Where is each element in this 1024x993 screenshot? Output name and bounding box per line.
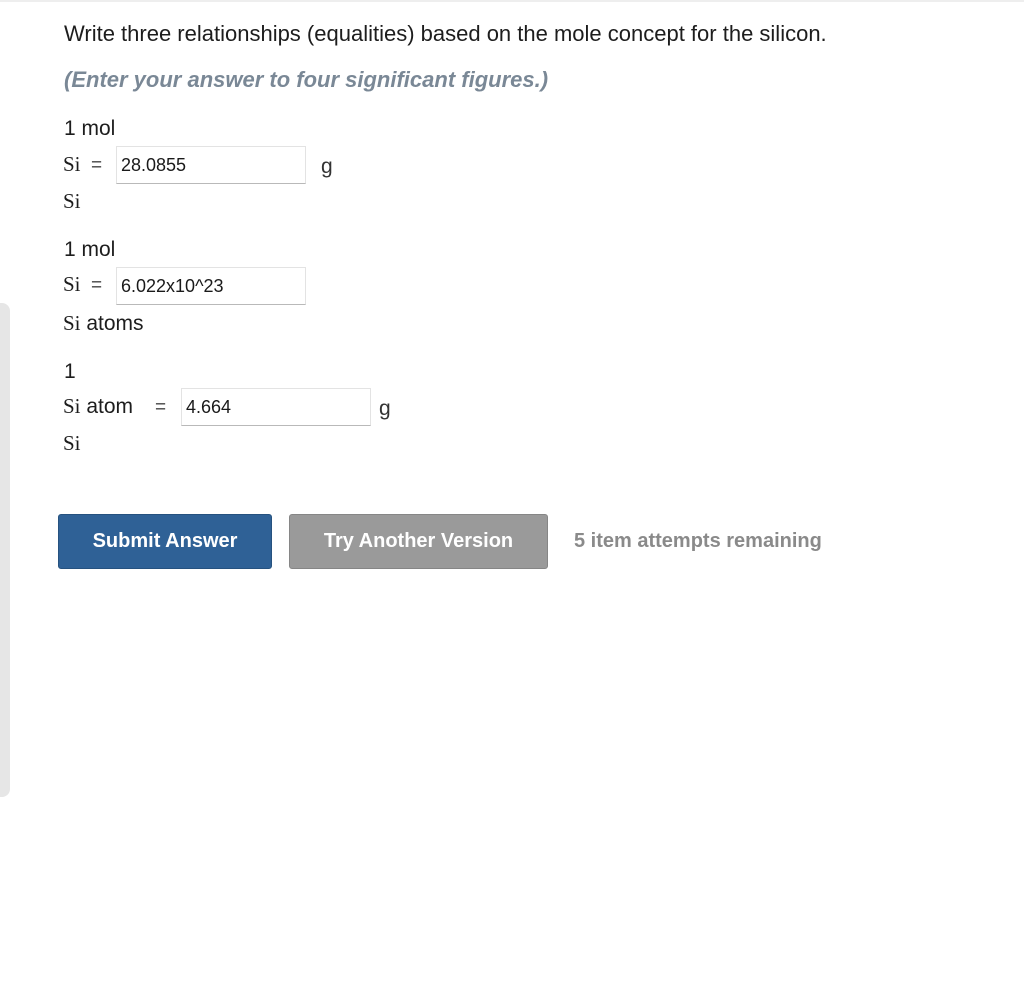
relationship-2-bottom-label — [63, 311, 144, 336]
top-divider — [0, 0, 1024, 2]
relationship-2-top-label: 1 mol — [64, 238, 116, 261]
relationship-2-answer-input[interactable] — [116, 267, 306, 305]
relationship-1-left-label: Si — [63, 152, 81, 176]
relationship-3-answer-input[interactable] — [181, 388, 371, 426]
relationship-3-unit: g — [379, 397, 391, 420]
relationship-2-bottom-word: atoms — [86, 312, 144, 335]
relationship-3-left-word: atom — [86, 395, 134, 418]
question-instruction: (Enter your answer to four significant figures.) — [64, 67, 549, 92]
side-panel-tab[interactable] — [0, 303, 10, 797]
relationship-1-equals: = — [91, 155, 103, 176]
relationship-3-top-label: 1 — [64, 360, 76, 383]
relationship-2-left-label: Si — [63, 272, 81, 296]
relationship-1-answer-input[interactable] — [116, 146, 306, 184]
relationship-3-equals: = — [155, 397, 167, 418]
attempts-remaining-text: 5 item attempts remaining — [574, 530, 822, 552]
relationship-2-equals: = — [91, 275, 103, 296]
relationship-1-bottom-label: Si — [63, 189, 81, 213]
relationship-3-left-label — [63, 394, 133, 419]
relationship-3-left-element: Si — [63, 394, 81, 418]
question-prompt: Write three relationships (equalities) based on the mole concept for the silicon. — [64, 21, 827, 46]
try-another-version-button[interactable]: Try Another Version — [289, 514, 548, 569]
relationship-3-bottom-label: Si — [63, 431, 81, 455]
relationship-2-bottom-element: Si — [63, 311, 81, 335]
submit-answer-button[interactable]: Submit Answer — [58, 514, 272, 569]
relationship-1-top-label: 1 mol — [64, 117, 116, 140]
relationship-1-unit: g — [321, 155, 333, 178]
